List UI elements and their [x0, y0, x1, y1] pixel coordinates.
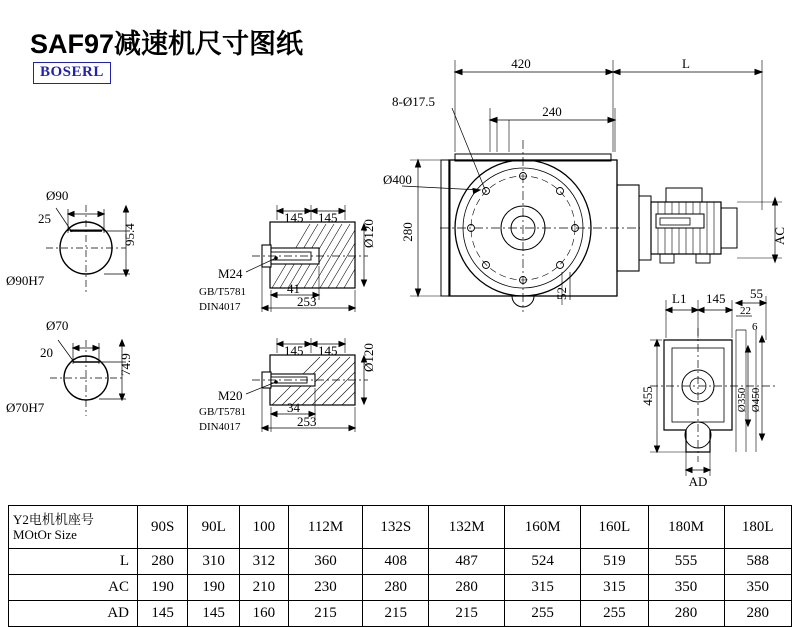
label-br-55: 55 [750, 286, 763, 301]
table-header-row [9, 506, 792, 549]
label-br-L1: L1 [672, 291, 687, 306]
col-header: 112M [288, 506, 363, 549]
table-row [9, 549, 792, 575]
col-header: 90L [188, 506, 240, 549]
page-title: SAF97减速机尺寸图纸 [30, 29, 304, 59]
label-height954: 95.4 [122, 223, 137, 246]
label-br-dia450: Ø450 [750, 387, 762, 413]
label-lower-std1: GB/T5781 [199, 406, 247, 418]
table-cell: 588 [724, 549, 791, 575]
corner-line-1: Y2电机机座号 [13, 512, 94, 527]
label-lower-253: 253 [297, 414, 317, 429]
table-cell: 280 [138, 549, 188, 575]
label-upper-dia120: Ø120 [361, 219, 376, 248]
label-height749: 74.9 [118, 353, 133, 376]
col-header: 160M [505, 506, 581, 549]
table-cell: 555 [648, 549, 724, 575]
label-lower-std2: DIN4017 [199, 421, 241, 433]
label-upper-41: 41 [287, 281, 300, 296]
table-cell: 190 [138, 575, 188, 601]
table-cell: 215 [429, 601, 505, 627]
table-cell: 160 [240, 601, 288, 627]
table-cell: 255 [581, 601, 648, 627]
main-assembly-view [402, 60, 782, 312]
label-lower-34: 34 [287, 400, 300, 415]
row-label: AD [9, 601, 138, 627]
label-main-52: 52 [554, 287, 569, 300]
table-cell: 190 [188, 575, 240, 601]
label-dia90-top: Ø90 [46, 188, 69, 203]
label-lower-dia120: Ø120 [361, 343, 376, 372]
label-br-dia350: Ø350 [736, 387, 748, 413]
table-row [9, 601, 792, 627]
label-br-AD: AD [688, 474, 708, 489]
label-bore90: Ø90H7 [6, 273, 45, 288]
label-upper-std2: DIN4017 [199, 301, 241, 313]
table-cell: 280 [648, 601, 724, 627]
label-main-dia400: Ø400 [383, 172, 412, 187]
label-main-holes: 8-Ø17.5 [392, 94, 435, 109]
label-upper-thread: M24 [218, 266, 243, 281]
table-cell: 280 [724, 601, 791, 627]
label-bore70: Ø70H7 [6, 400, 45, 415]
label-main-240: 240 [542, 104, 562, 119]
row-label: L [9, 549, 138, 575]
label-dia70-top: Ø70 [46, 318, 69, 333]
left-view-top [46, 205, 130, 292]
label-key25: 25 [38, 211, 51, 226]
table-row [9, 575, 792, 601]
col-header: 132M [429, 506, 505, 549]
label-main-AC: AC [772, 226, 787, 246]
col-header: 132S [363, 506, 429, 549]
label-br-22: 22 [740, 305, 751, 317]
label-upper-145a: 145 [284, 210, 304, 225]
table-cell: 215 [288, 601, 363, 627]
col-header: 90S [138, 506, 188, 549]
label-key20: 20 [40, 345, 53, 360]
label-lower-thread: M20 [218, 388, 243, 403]
dimension-table [8, 505, 792, 627]
label-upper-145b: 145 [318, 210, 338, 225]
table-cell: 408 [363, 549, 429, 575]
table-cell: 280 [363, 575, 429, 601]
corner-line-2: MOtOr Size [13, 527, 77, 542]
left-view-bottom [50, 340, 126, 416]
table-cell: 350 [724, 575, 791, 601]
table-cell: 145 [138, 601, 188, 627]
table-cell: 310 [188, 549, 240, 575]
brand-badge: BOSERL [33, 62, 111, 84]
col-header: 180L [724, 506, 791, 549]
table-cell: 360 [288, 549, 363, 575]
label-br-455: 455 [640, 386, 655, 406]
table-corner-cell [9, 506, 138, 549]
label-main-280: 280 [400, 222, 415, 242]
table-cell: 215 [363, 601, 429, 627]
label-main-420: 420 [511, 56, 531, 71]
table-cell: 315 [581, 575, 648, 601]
label-lower-145a: 145 [284, 343, 304, 358]
table-cell: 312 [240, 549, 288, 575]
table-cell: 255 [505, 601, 581, 627]
label-br-145: 145 [706, 291, 726, 306]
table-cell: 487 [429, 549, 505, 575]
col-header: 100 [240, 506, 288, 549]
label-main-L: L [682, 56, 690, 71]
col-header: 180M [648, 506, 724, 549]
drawing-labels [6, 56, 787, 489]
table-cell: 145 [188, 601, 240, 627]
table-cell: 519 [581, 549, 648, 575]
table-cell: 315 [505, 575, 581, 601]
table-cell: 524 [505, 549, 581, 575]
table-cell: 350 [648, 575, 724, 601]
table-cell: 210 [240, 575, 288, 601]
row-label: AC [9, 575, 138, 601]
col-header: 160L [581, 506, 648, 549]
label-br-6: 6 [752, 321, 758, 333]
label-upper-std1: GB/T5781 [199, 286, 247, 298]
table-cell: 230 [288, 575, 363, 601]
label-upper-253: 253 [297, 294, 317, 309]
table-cell: 280 [429, 575, 505, 601]
label-lower-145b: 145 [318, 343, 338, 358]
